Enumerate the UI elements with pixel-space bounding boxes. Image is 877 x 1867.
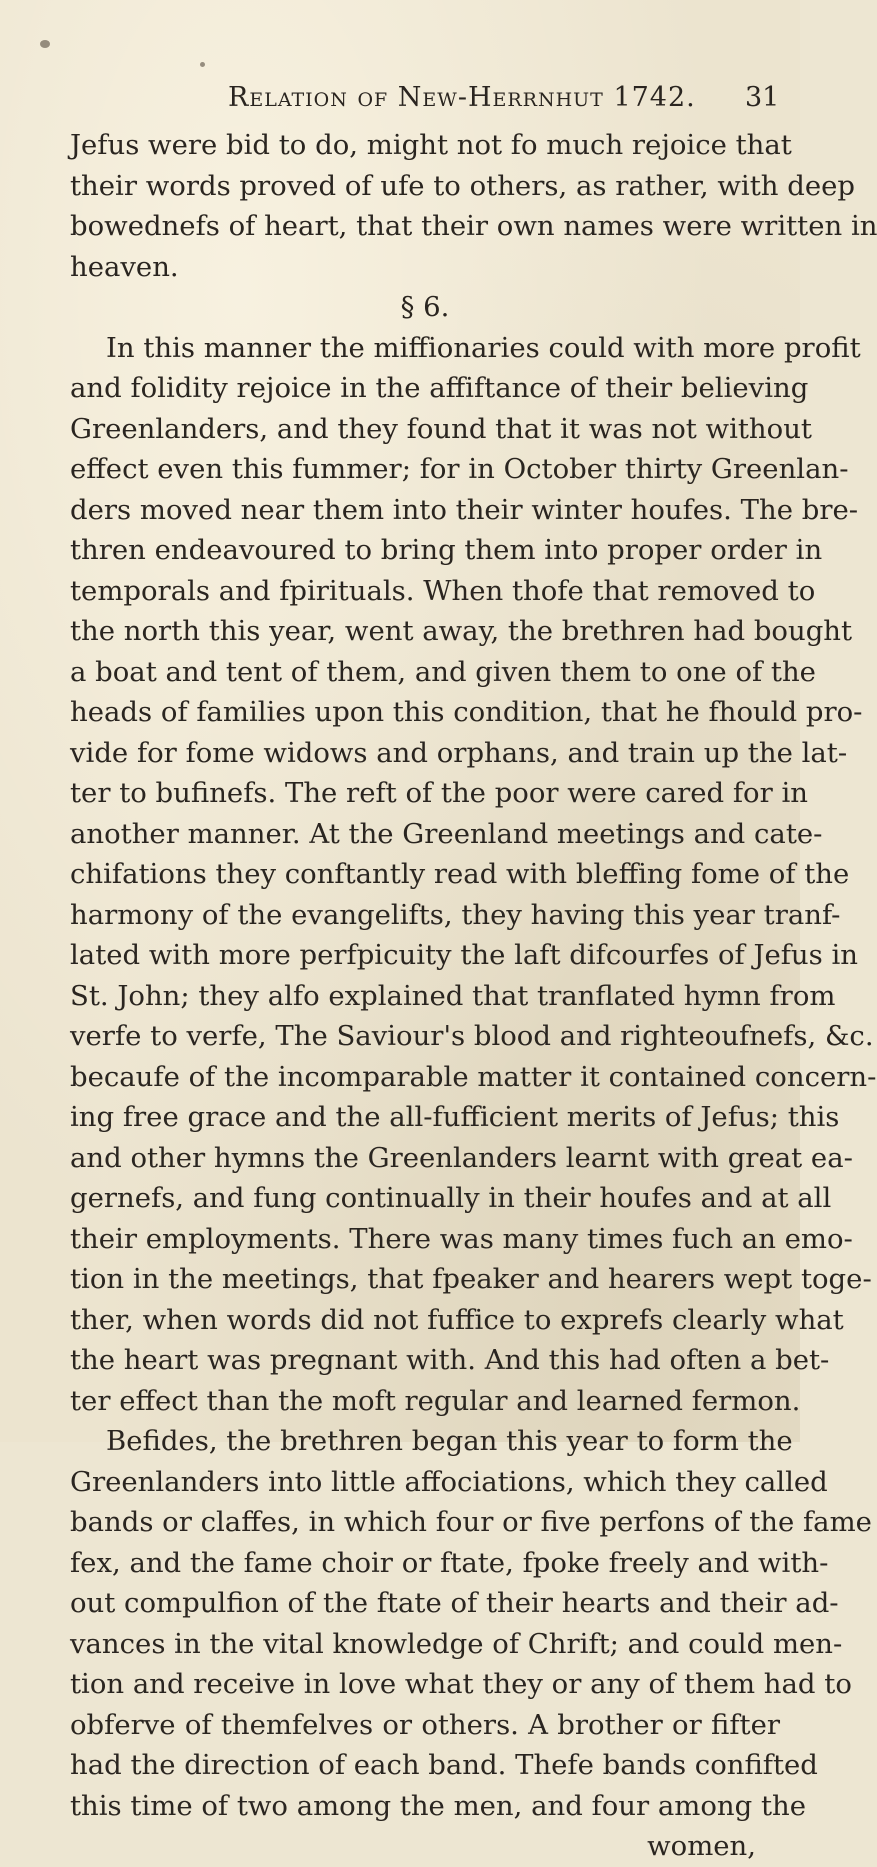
text-line: temporals and fpirituals. When thofe that removed to: [70, 574, 816, 607]
text-line: heaven.: [70, 250, 179, 283]
text-line: ing free grace and the all-fufficient merits of Jefus; this: [70, 1101, 840, 1133]
text-line: tion and receive in love what they or any of them had to: [70, 1668, 852, 1700]
text-line: ders moved near them into their winter houfes. The bre-: [70, 493, 859, 526]
text-line: verfe to verfe, The Saviour's blood and righteoufnefs, &c.: [70, 1020, 874, 1052]
page-number: 31: [745, 82, 780, 113]
text-line: gernefs, and fung continually in their houfes and at all: [70, 1182, 832, 1214]
running-head: [0, 82, 800, 122]
text-line: Greenlanders, and they found that it was not without: [70, 412, 812, 445]
text-line: and other hymns the Greenlanders learnt with great ea-: [70, 1141, 853, 1174]
text-line: Befides, the brethren began this year to form the: [106, 1425, 793, 1457]
text-line: harmony of the evangelifts, they having this year tranf-: [70, 898, 841, 931]
text-line: chifations they conftantly read with bleffing fome of the: [70, 858, 850, 890]
text-line: and folidity rejoice in the affiftance of their believing: [70, 372, 809, 404]
text-line: bands or claffes, in which four or five perfons of the fame: [70, 1506, 872, 1538]
text-line: had the direction of each band. Thefe bands confifted: [70, 1749, 818, 1781]
text-line: vances in the vital knowledge of Chrift; and could men-: [70, 1627, 843, 1660]
text-line: lated with more perfpicuity the laft difcourfes of Jefus in: [70, 939, 858, 971]
section-heading: § 6.: [400, 291, 450, 323]
text-line: Greenlanders into little affociations, which they called: [70, 1465, 828, 1498]
body-text: [70, 125, 877, 1867]
text-line: vide for fome widows and orphans, and train up the lat-: [70, 736, 848, 769]
ink-speck: [40, 40, 50, 48]
text-line: ther, when words did not fuffice to exprefs clearly what: [70, 1303, 844, 1336]
running-head-title: Relation of New-Herrnhut 1742.: [228, 82, 696, 113]
text-line: effect even this fummer; for in October thirty Greenlan-: [70, 453, 849, 485]
text-line: bowednefs of heart, that their own names were written in: [70, 210, 877, 242]
text-line: their employments. There was many times fuch an emo-: [70, 1222, 853, 1255]
text-line: Jefus were bid to do, might not fo much rejoice that: [70, 129, 792, 161]
text-line: ter to bufinefs. The reft of the poor were cared for in: [70, 777, 808, 809]
text-line: St. John; they alfo explained that tranflated hymn from: [70, 979, 836, 1012]
text-line: another manner. At the Greenland meetings and cate-: [70, 817, 823, 850]
text-line: becaufe of the incomparable matter it contained concern-: [70, 1060, 877, 1093]
text-line: the heart was pregnant with. And this had often a bet-: [70, 1344, 830, 1376]
text-line: their words proved of ufe to others, as rather, with deep: [70, 169, 855, 202]
text-line: thren endeavoured to bring them into proper order in: [70, 534, 823, 566]
text-line: this time of two among the men, and four among the: [70, 1789, 807, 1822]
catchword: women,: [647, 1830, 756, 1862]
text-line: fex, and the fame choir or ftate, fpoke freely and with-: [70, 1546, 829, 1579]
text-line: the north this year, went away, the brethren had bought: [70, 615, 853, 647]
text-line: obferve of themfelves or others. A brother or fifter: [70, 1708, 780, 1741]
text-line: out compulfion of the ftate of their hearts and their ad-: [70, 1587, 839, 1619]
text-line: a boat and tent of them, and given them to one of the: [70, 655, 816, 688]
text-line: tion in the meetings, that fpeaker and hearers wept toge-: [70, 1263, 872, 1295]
text-line: In this manner the miffionaries could with more profit: [106, 331, 861, 364]
text-line: ter effect than the moft regular and learned fermon.: [70, 1384, 801, 1417]
ink-speck: [200, 62, 205, 67]
text-line: heads of families upon this condition, that he fhould pro-: [70, 696, 863, 728]
